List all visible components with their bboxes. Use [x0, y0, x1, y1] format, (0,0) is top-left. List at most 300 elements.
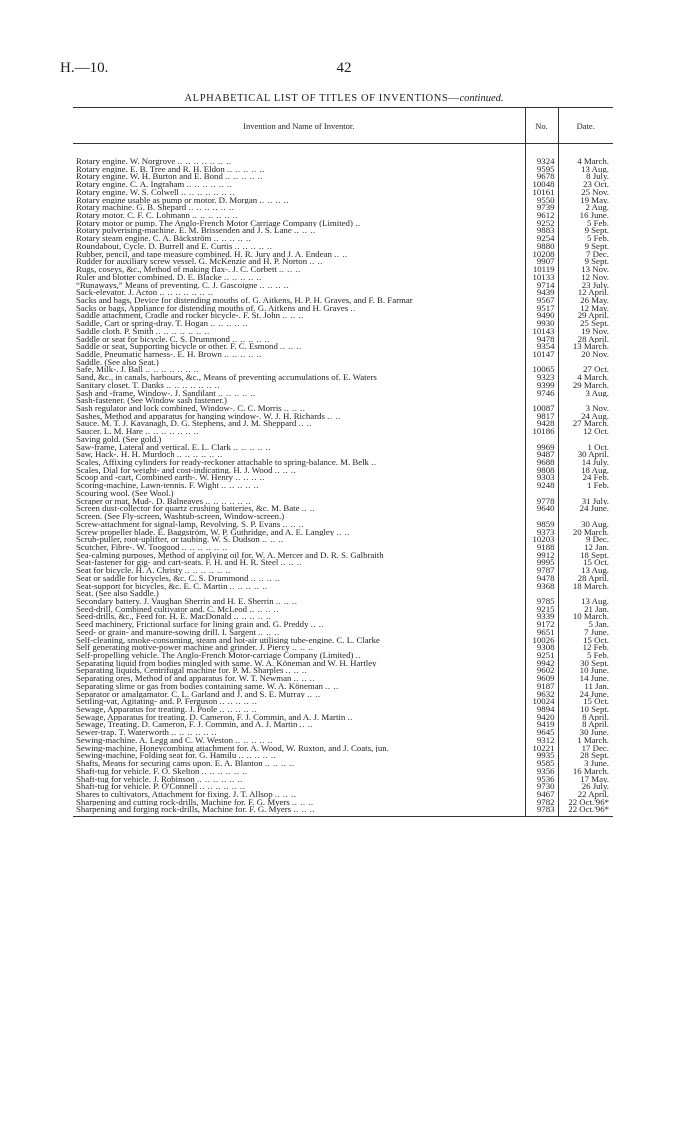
table-row — [73, 166, 613, 174]
patent-date: 21 Jan. — [558, 606, 613, 614]
invention-cell — [73, 144, 525, 166]
table-row — [73, 181, 613, 189]
invention-title: Sash-fastener. (See Window sash fastener.) — [76, 397, 227, 405]
invention-cell — [73, 791, 525, 799]
patent-date: 30 April. — [558, 451, 613, 459]
invention-title: Seed-drills, &c., Feed for. H. E. MacDonald — [76, 613, 232, 622]
patent-number: 9640 — [525, 505, 558, 513]
table-row — [73, 297, 613, 305]
leader-dots: .. .. .. — [275, 597, 298, 606]
table-row — [73, 621, 613, 629]
invention-title: Separating liquid from bodies mingled with same. W. A. Köneman and W. H. Hartley — [76, 659, 377, 668]
invention-title: Saddle cloth. P. Smith — [76, 327, 154, 336]
patent-date: 8 April. — [558, 721, 613, 729]
invention-cell — [73, 536, 525, 544]
patent-date: 10 Sept. — [558, 706, 613, 714]
invention-title: Saving gold. (See gold.) — [76, 435, 162, 444]
table-row — [73, 737, 613, 745]
invention-cell — [73, 336, 525, 344]
patent-date: 2 Aug. — [558, 204, 613, 212]
invention-title: Saddle or seat, Supporting bicycle or other. F. C. Esmond — [76, 343, 278, 351]
invention-title: Self generating motive-power machine and grinder. J. Piercy — [76, 644, 290, 652]
patent-number: 9782 — [525, 799, 558, 807]
leader-dots: .. .. — [336, 528, 350, 537]
patent-number: 9880 — [525, 243, 558, 251]
invention-title: Shares to cultivators, Attachment for fixing. J. T. Allsop — [76, 790, 273, 799]
invention-cell — [73, 590, 525, 598]
patent-number: 9187 — [525, 683, 558, 691]
inventions-table-container — [73, 107, 613, 817]
patent-date: 22 April. — [558, 791, 613, 799]
table-row — [73, 305, 613, 313]
table-row — [73, 382, 613, 390]
invention-cell — [73, 189, 525, 197]
patent-date: 3 Aug. — [558, 390, 613, 398]
invention-cell — [73, 683, 525, 691]
invention-cell — [73, 675, 525, 683]
invention-cell — [73, 529, 525, 537]
patent-number: 9714 — [525, 282, 558, 290]
patent-number: 9354 — [525, 343, 558, 351]
patent-number: 9787 — [525, 567, 558, 575]
invention-title: Sewage, Apparatus for treating. D. Cameron, F. J. Commin, and A. J. Martin — [76, 713, 346, 722]
patent-date: 26 May. — [558, 297, 613, 305]
patent-number: 9399 — [525, 382, 558, 390]
patent-number: 9419 — [525, 721, 558, 729]
patent-number: 9785 — [525, 598, 558, 606]
table-row — [73, 783, 613, 791]
invention-cell — [73, 567, 525, 575]
patent-number: 9517 — [525, 305, 558, 313]
patent-date: 1 Feb. — [558, 482, 613, 490]
patent-date: 30 Sept. — [558, 660, 613, 668]
leader-dots: .. .. .. .. .. — [233, 613, 272, 622]
patent-number: 9215 — [525, 606, 558, 614]
table-row — [73, 683, 613, 691]
patent-number: 10147 — [525, 351, 558, 359]
leader-dots: .. .. .. .. — [249, 605, 279, 614]
patent-number: 9609 — [525, 675, 558, 683]
leader-dots: .. .. .. .. .. .. — [199, 783, 246, 791]
table-row — [73, 660, 613, 668]
patent-date: 15 Oct. — [558, 698, 613, 706]
patent-date: 30 June. — [558, 729, 613, 737]
invention-title: Separating ores, Method of and apparatus for. W. T. Newman — [76, 675, 292, 683]
leader-dots: .. .. .. .. .. .. .. — [181, 188, 236, 197]
table-row — [73, 667, 613, 675]
patent-number: 9678 — [525, 173, 558, 181]
table-row — [73, 336, 613, 344]
invention-cell — [73, 243, 525, 251]
patent-number: 9478 — [525, 336, 558, 344]
patent-date: 18 Sept. — [558, 552, 613, 560]
patent-date: 29 April. — [558, 312, 613, 320]
invention-title: Rubber, pencil, and tape measure combined. H. R. Jury and J. A. Endean — [76, 250, 332, 259]
patent-date: 5 Feb. — [558, 652, 613, 660]
table-row — [73, 212, 613, 220]
patent-number: 9907 — [525, 258, 558, 266]
table-row — [73, 606, 613, 614]
invention-title: Rotary motor or pump. The Anglo-French Motor Carriage Company (Limited) — [76, 219, 353, 228]
leader-dots: .. .. .. .. .. — [221, 482, 259, 490]
invention-title: Sharpening and cutting rock-drills, Machine for. F. G. Myers — [76, 798, 290, 807]
patent-date: 5 Feb. — [558, 235, 613, 243]
invention-title: Screw-attachment for signal-lamp, Revolving. S. P. Evans — [76, 520, 281, 529]
invention-title: Sewage, Treating. D. Cameron, F. J. Commin, and A. J. Martin — [76, 721, 298, 730]
leader-dots: .. .. .. — [282, 520, 305, 529]
leader-dots: .. .. .. .. .. — [210, 320, 249, 328]
invention-cell — [73, 181, 525, 189]
invention-title: Rotary engine. W. H. Burton and E. Bond — [76, 173, 223, 182]
leader-dots: .. .. — [299, 721, 314, 730]
invention-cell — [73, 173, 525, 181]
invention-cell — [73, 544, 525, 552]
patent-date — [558, 513, 613, 521]
table-row — [73, 490, 613, 498]
table-row — [73, 644, 613, 652]
table-row — [73, 482, 613, 490]
patent-date: 15 Oct. — [558, 559, 613, 567]
leader-dots: .. .. .. .. .. .. — [181, 543, 228, 552]
table-row — [73, 652, 613, 660]
patent-number — [525, 436, 558, 444]
patent-date: 11 Jan. — [558, 683, 613, 691]
invention-cell — [73, 559, 525, 567]
patent-date: 4 March. — [558, 144, 613, 166]
invention-cell — [73, 274, 525, 282]
leader-dots: .. .. — [334, 250, 348, 259]
invention-title: Sewer-trap. T. Waterworth — [76, 729, 169, 737]
invention-title: Saw, Hack-. H. H. Murdoch — [76, 451, 175, 460]
table-row — [73, 590, 613, 598]
invention-cell — [73, 706, 525, 714]
table-row — [73, 320, 613, 328]
patent-number: 9912 — [525, 552, 558, 560]
leader-dots: .. .. .. .. .. — [224, 350, 262, 359]
patent-date: 1 March. — [558, 737, 613, 745]
patent-date: 28 April. — [558, 336, 613, 344]
patent-number: 10221 — [525, 745, 558, 753]
invention-title: Rotary steam engine. C. A. Bäckström — [76, 235, 212, 243]
invention-cell — [73, 729, 525, 737]
invention-title: Shaft-tug for vehicle. F. O. Skelton — [76, 767, 200, 776]
table-row — [73, 359, 613, 367]
patent-number: 10161 — [525, 189, 558, 197]
patent-date: 16 June. — [558, 212, 613, 220]
invention-cell — [73, 698, 525, 706]
invention-title: Seed- or grain- and manure-sowing drill. I. Sargent — [76, 628, 256, 637]
patent-number: 9935 — [525, 752, 558, 760]
patent-date: 23 Oct. — [558, 181, 613, 189]
invention-title: Self-cleaning, smoke-consuming, steam and hot-air utilising tube-engine. C. L. Clarke — [76, 636, 380, 645]
patent-date: 29 March. — [558, 382, 613, 390]
leader-dots: .. — [350, 304, 356, 313]
invention-cell — [73, 467, 525, 475]
invention-cell — [73, 498, 525, 506]
patent-date: 20 March. — [558, 529, 613, 537]
table-row — [73, 745, 613, 753]
patent-date: 1 Oct. — [558, 444, 613, 452]
patent-date: 22 Oct.'96* — [558, 799, 613, 807]
table-row — [73, 235, 613, 243]
patent-number: 9368 — [525, 583, 558, 591]
table-row — [73, 552, 613, 560]
leader-dots: .. .. .. .. .. .. .. — [159, 289, 214, 297]
invention-title: Ruler and blotter combined. D. E. Blacke — [76, 273, 222, 282]
invention-cell — [73, 752, 525, 760]
leader-dots: .. .. .. — [274, 790, 297, 799]
patent-date — [558, 397, 613, 405]
patent-date: 14 June. — [558, 675, 613, 683]
patent-date: 24 Aug. — [558, 413, 613, 421]
patent-number: 9969 — [525, 444, 558, 452]
invention-title: Saddle, Cart or spring-dray. T. Hogan — [76, 320, 209, 328]
invention-title: Saddle, Pneumatic harness-. E. H. Brown — [76, 350, 222, 359]
table-row — [73, 521, 613, 529]
invention-title: Sacks and bags, Device for distending mouths of. G. Aitkens, H. P. H. Graves, and F. B. Farmar — [76, 296, 413, 305]
table-row — [73, 413, 613, 421]
table-row — [73, 420, 613, 428]
leader-dots: .. .. .. .. — [250, 574, 281, 583]
patent-number: 9536 — [525, 776, 558, 784]
table-row — [73, 343, 613, 351]
patent-number: 9550 — [525, 197, 558, 205]
invention-cell — [73, 451, 525, 459]
leader-dots: .. .. .. .. .. — [229, 582, 268, 591]
table-row — [73, 505, 613, 513]
invention-cell — [73, 552, 525, 560]
patent-number: 9324 — [525, 144, 558, 166]
invention-title: Rotary engine usable as pump or motor. D. Morgan — [76, 196, 258, 205]
invention-title: Sharpening and forging rock-drills, Machine for. F. G. Myers — [76, 806, 292, 815]
patent-number: 9817 — [525, 413, 558, 421]
table-row — [73, 366, 613, 374]
table-row — [73, 752, 613, 760]
table-row — [73, 397, 613, 405]
invention-cell — [73, 783, 525, 791]
patent-number: 9730 — [525, 783, 558, 791]
patent-number: 9312 — [525, 737, 558, 745]
invention-cell — [73, 312, 525, 320]
invention-title: Rotary engine. E. B. Tree and R. H. Eldon — [76, 165, 225, 174]
table-row — [73, 243, 613, 251]
invention-title: Saw-frame, Lateral and vertical. E. L. Clark — [76, 443, 231, 452]
patent-number: 9490 — [525, 312, 558, 320]
invention-cell — [73, 459, 525, 467]
patent-date: 18 March. — [558, 583, 613, 591]
patent-number: 10143 — [525, 328, 558, 336]
patent-number: 9688 — [525, 459, 558, 467]
leader-dots: .. .. .. .. .. — [227, 165, 265, 174]
invention-title: Scutcher, Fibre-. W. Toogood — [76, 543, 180, 552]
patent-date: 9 Sept. — [558, 243, 613, 251]
patent-number: 9356 — [525, 768, 558, 776]
table-row — [73, 220, 613, 228]
header-title: Invention and Name of Inventor. — [73, 108, 525, 144]
invention-cell — [73, 714, 525, 722]
table-row — [73, 637, 613, 645]
invention-title: Shaft-tug for vehicle. J. Robinson — [76, 775, 195, 784]
patent-date: 10 June. — [558, 667, 613, 675]
invention-title: Sacks or bags, Appliance for distending mouths of. G. Aitkens and H. Graves — [76, 304, 349, 313]
invention-cell — [73, 806, 525, 816]
table-row — [73, 768, 613, 776]
patent-date: 3 Nov. — [558, 405, 613, 413]
invention-cell — [73, 521, 525, 529]
patent-date: 13 Aug. — [558, 598, 613, 606]
patent-number: 9172 — [525, 621, 558, 629]
patent-date: 5 Feb. — [558, 220, 613, 228]
invention-title: Rotary machine. G. B. Shepard — [76, 204, 187, 213]
patent-number: 9808 — [525, 467, 558, 475]
patent-date: 7 June. — [558, 629, 613, 637]
invention-cell — [73, 606, 525, 614]
patent-number: 9612 — [525, 212, 558, 220]
invention-title: Screen. (See Fly-screen, Washtub-screen, Window-screen.) — [76, 513, 285, 521]
invention-cell — [73, 660, 525, 668]
table-row — [73, 498, 613, 506]
patent-date: 25 Sept. — [558, 320, 613, 328]
patent-number: 9254 — [525, 235, 558, 243]
leader-dots: .. .. .. .. .. .. — [201, 767, 248, 776]
leader-dots: .. .. .. .. — [235, 474, 265, 483]
leader-dots: .. .. — [310, 621, 325, 629]
patent-number: 9595 — [525, 166, 558, 174]
invention-cell — [73, 351, 525, 359]
invention-cell — [73, 598, 525, 606]
leader-dots: .. .. .. .. .. — [234, 242, 273, 251]
leader-dots: .. .. .. .. .. — [233, 443, 271, 452]
patent-date: 19 May. — [558, 197, 613, 205]
invention-title: Saucer. L. M. Hare — [76, 428, 143, 436]
patent-date: 18 Aug. — [558, 467, 613, 475]
invention-title: Sewing-machine, Folding seat for. G. Hamilu — [76, 752, 237, 761]
invention-title: Scales, Dial for weight- and cost-indicating. H. J. Wood — [76, 466, 273, 475]
leader-dots: .. .. .. — [291, 644, 314, 652]
patent-date: 14 July. — [558, 459, 613, 467]
title-text: ALPHABETICAL LIST OF TITLES OF INVENTIONS— — [184, 93, 460, 104]
table-row — [73, 390, 613, 398]
invention-cell — [73, 613, 525, 621]
patent-date: 28 April. — [558, 575, 613, 583]
patent-number: 9428 — [525, 420, 558, 428]
leader-dots: .. .. .. .. .. .. .. — [177, 156, 232, 166]
leader-dots: .. .. .. .. .. — [217, 389, 256, 398]
invention-cell — [73, 235, 525, 243]
table-row — [73, 258, 613, 266]
invention-cell — [73, 227, 525, 235]
table-row — [73, 529, 613, 537]
invention-title: Sack-elevator. J. Acton — [76, 289, 158, 297]
patent-number: 9739 — [525, 204, 558, 212]
leader-dots: .. .. .. .. .. .. — [188, 204, 235, 213]
patent-date: 30 Aug. — [558, 521, 613, 529]
invention-title: Seat-support for bicycles, &c. E. C. Martin — [76, 582, 228, 591]
patent-number — [525, 490, 558, 498]
patent-date: 4 March. — [558, 374, 613, 382]
invention-title: Rotary engine. C. A. Ingraham — [76, 181, 185, 189]
table-row — [73, 721, 613, 729]
patent-number: 9930 — [525, 320, 558, 328]
invention-title: Sashes, Method and apparatus for hanging window-. W. J. H. Richards — [76, 412, 325, 421]
invention-title: Seed machinery, Frictional surface for lining grain and. G. Preddy — [76, 621, 309, 629]
patent-number: 10119 — [525, 266, 558, 274]
patent-number: 10203 — [525, 536, 558, 544]
table-row — [73, 799, 613, 807]
invention-cell — [73, 691, 525, 699]
patent-number: 9248 — [525, 482, 558, 490]
invention-title: Separator or amalgamator. C. L. Garland and J. and S. E. Murray — [76, 690, 305, 699]
patent-date: 12 May. — [558, 305, 613, 313]
patent-date: 13 Aug. — [558, 567, 613, 575]
table-row — [73, 459, 613, 467]
leader-dots: .. .. .. — [292, 798, 314, 807]
invention-cell — [73, 644, 525, 652]
patent-number: 10186 — [525, 428, 558, 436]
invention-cell — [73, 166, 525, 174]
patent-number: 9420 — [525, 714, 558, 722]
patent-date: 17 Dec. — [558, 745, 613, 753]
invention-cell — [73, 482, 525, 490]
invention-title: Rugs, coseys, &c., Method of making flax-. J. C. Corbett — [76, 266, 277, 274]
table-row — [73, 629, 613, 637]
leader-dots: .. .. — [325, 682, 339, 691]
invention-title: Settling-vat, Agitating- and. P. Ferguson — [76, 698, 218, 707]
leader-dots: .. .. .. .. .. .. — [184, 567, 231, 575]
table-row — [73, 428, 613, 436]
leader-dots: .. .. .. — [261, 536, 284, 544]
invention-cell — [73, 428, 525, 436]
invention-cell — [73, 505, 525, 513]
leader-dots: .. .. .. .. — [264, 760, 295, 768]
table-row — [73, 598, 613, 606]
patent-date: 9 Sept. — [558, 227, 613, 235]
table-row — [73, 467, 613, 475]
patent-date: 5 Jan. — [558, 621, 613, 629]
patent-date: 24 June. — [558, 691, 613, 699]
leader-dots: .. .. — [309, 258, 323, 267]
leader-dots: .. .. .. .. — [259, 281, 290, 290]
leader-dots: .. .. .. .. .. .. — [196, 775, 243, 784]
patent-date: 27 March. — [558, 420, 613, 428]
table-row — [73, 513, 613, 521]
invention-title: Self-propelling vehicle. The Anglo-French Motor-carriage Company (Limited) — [76, 652, 354, 660]
invention-cell — [73, 776, 525, 784]
patent-number: 9783 — [525, 806, 558, 816]
invention-title: Seat for bicycle. H. A. Christy — [76, 567, 183, 575]
patent-number: 9632 — [525, 691, 558, 699]
invention-title: Sauce. M. T. J. Kavanagh, D. G. Stephens, and J. M. Sheppard — [76, 420, 297, 429]
invention-cell — [73, 366, 525, 374]
patent-date: 23 July. — [558, 282, 613, 290]
invention-cell — [73, 760, 525, 768]
leader-dots: .. .. — [301, 505, 316, 514]
patent-date: 15 Oct. — [558, 637, 613, 645]
invention-cell — [73, 799, 525, 807]
invention-title: Scraper or mat, Mud-. D. Balneaves — [76, 497, 204, 506]
patent-number: 10208 — [525, 251, 558, 259]
table-row — [73, 204, 613, 212]
invention-title: Sea-calming purposes, Method of applying oil for. W. A. Mercer and D. R. S. Galbraith — [76, 551, 384, 560]
invention-title: “Runaways,” Means of preventing. C. J. Gascoigne — [76, 281, 258, 290]
patent-number: 9251 — [525, 652, 558, 660]
page-number: 42 — [336, 60, 352, 76]
leader-dots: .. .. .. — [274, 466, 297, 475]
patent-date: 12 Oct. — [558, 428, 613, 436]
invention-cell — [73, 220, 525, 228]
patent-number: 9467 — [525, 791, 558, 799]
leader-dots: .. .. .. — [293, 227, 316, 236]
